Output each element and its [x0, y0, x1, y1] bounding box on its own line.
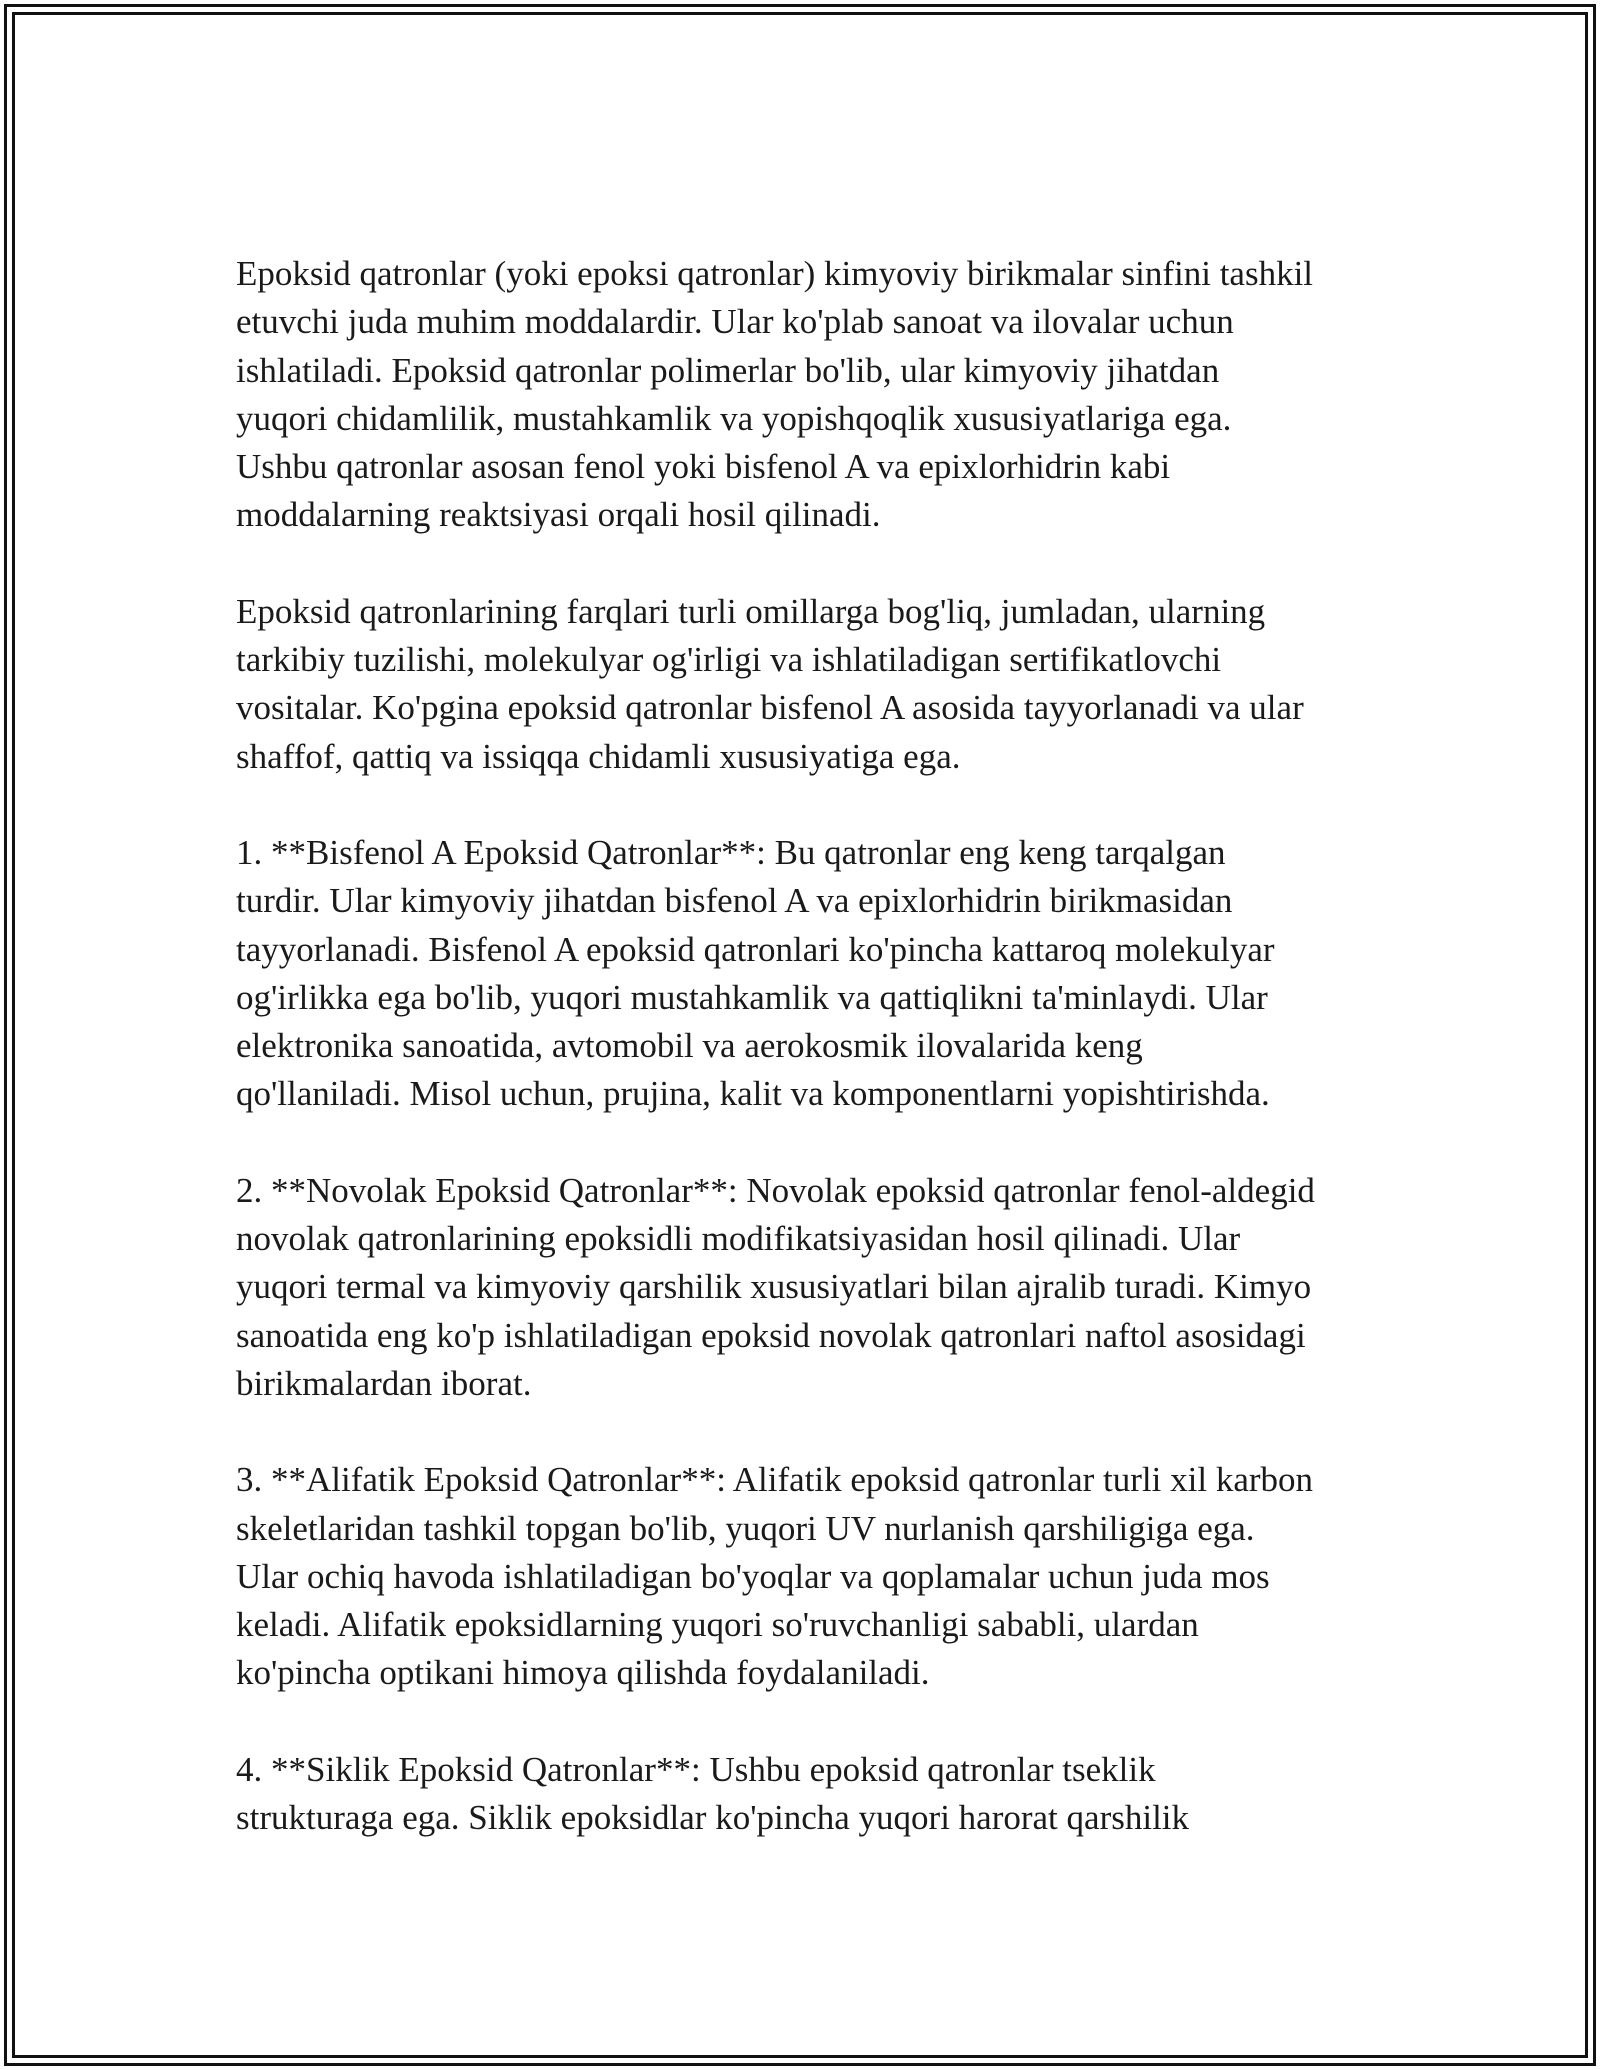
- list-item-siklik: 4. **Siklik Epoksid Qatronlar**: Ushbu epoksid qatronlar tseklik strukturaga ega. Siklik epoksidlar ko'pincha yuqori harorat qarshilik: [236, 1749, 1190, 1838]
- list-item-bisfenol-a: 1. **Bisfenol A Epoksid Qatronlar**: Bu qatronlar eng keng tarqalgan turdir. Ular kimyoviy jihatdan bisfenol A va epixlorhidrin birikmasidan tayyorlanadi. Bisfenol A epoksid qatronlari ko'pincha kattaroq molekulyar og'irlikka ega bo'lib, yuqori mustahkamlik va qattiqlikni ta'minlaydi. Ular elektronika sanoatida, avtomobil va aerokosmik ilovalarida keng qo'llaniladi. Misol uchun, prujina, kalit va komponentlarni yopishtirishda.: [236, 832, 1275, 1114]
- list-item-alifatik: 3. **Alifatik Epoksid Qatronlar**: Alifatik epoksid qatronlar turli xil karbon skeletlaridan tashkil topgan bo'lib, yuqori UV nurlanish qarshiligiga ega. Ular ochiq havoda ishlatiladigan bo'yoqlar va qoplamalar uchun juda mos keladi. Alifatik epoksidlarning yuqori so'ruvchanligi sababli, ulardan ko'pincha optikani himoya qilishda foydalaniladi.: [236, 1460, 1314, 1693]
- paragraph-differences: Epoksid qatronlarining farqlari turli omillarga bog'liq, jumladan, ularning tarkibiy tuzilishi, molekulyar og'irligi va ishlatiladigan sertifikatlovchi vositalar. Ko'pgina epoksid qatronlar bisfenol A asosida tayyorlanadi va ular shaffof, qattiq va issiqqa chidamli xususiyatiga ega.: [236, 591, 1304, 776]
- paragraph-intro: Epoksid qatronlar (yoki epoksi qatronlar) kimyoviy birikmalar sinfini tashkil etuvchi juda muhim moddalardir. Ular ko'plab sanoat va ilovalar uchun ishlatiladi. Epoksid qatronlar polimerlar bo'lib, ular kimyoviy jihatdan yuqori chidamlilik, mustahkamlik va yopishqoqlik xususiyatlariga ega. Ushbu qatronlar asosan fenol yoki bisfenol A va epixlorhidrin kabi moddalarning reaktsiyasi orqali hosil qilinadi.: [236, 254, 1314, 535]
- document-body: [236, 250, 1376, 1890]
- list-item-novolak: 2. **Novolak Epoksid Qatronlar**: Novolak epoksid qatronlar fenol-aldegid novolak qatronlarining epoksidli modifikatsiyasidan hosil qilinadi. Ular yuqori termal va kimyoviy qarshilik xususiyatlari bilan ajralib turadi. Kimyo sanoatida eng ko'p ishlatiladigan epoksid novolak qatronlari naftol asosidagi birikmalardan iborat.: [236, 1170, 1315, 1403]
